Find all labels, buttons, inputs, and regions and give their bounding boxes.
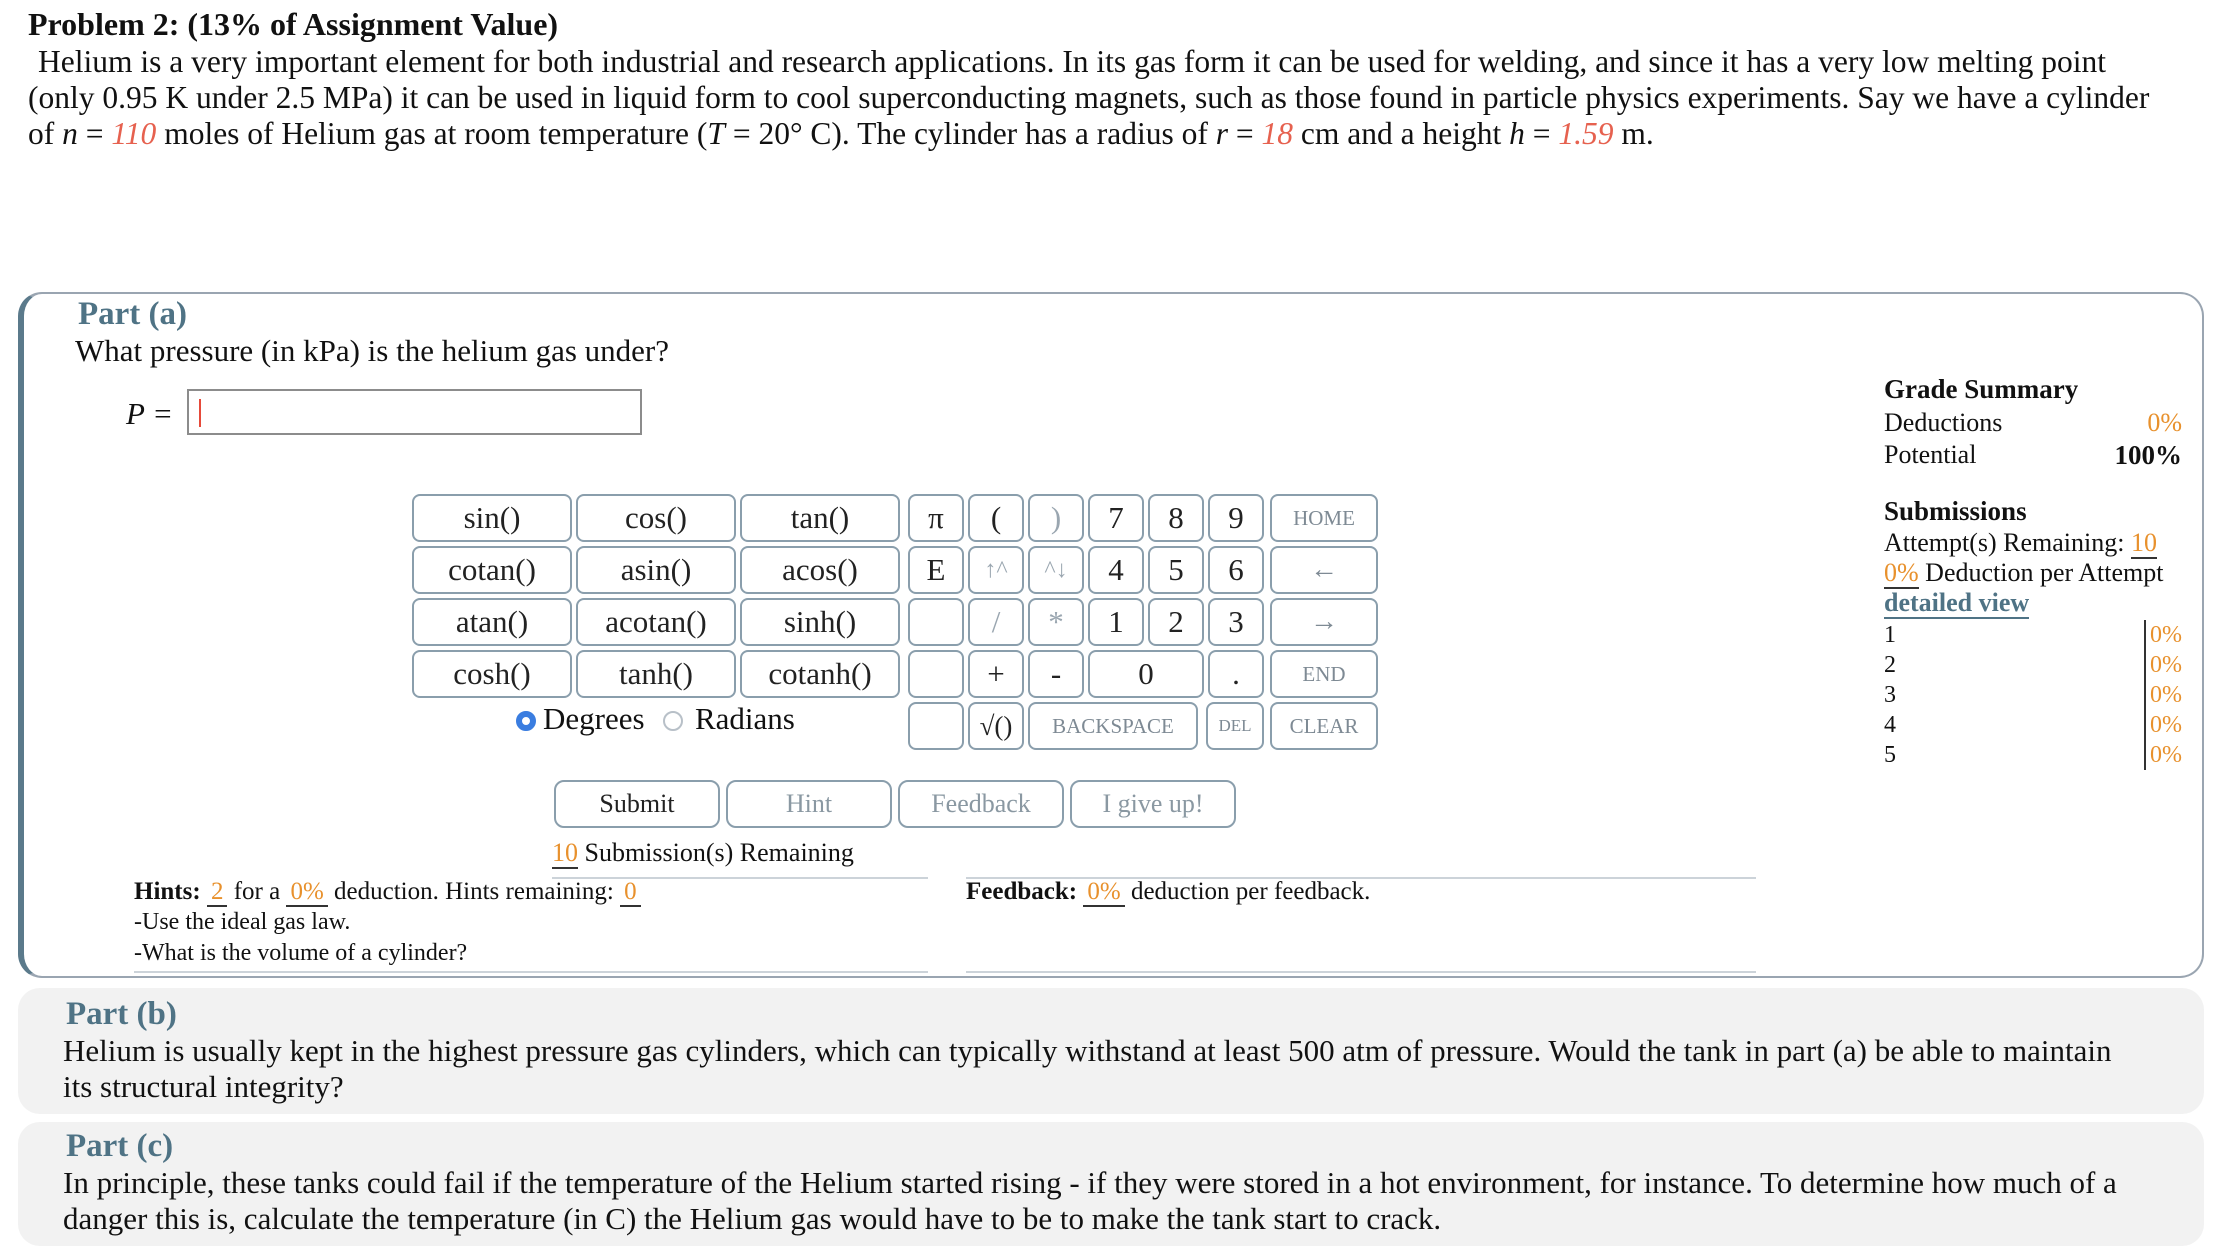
feedback-summary — [966, 878, 1370, 906]
cosh-button[interactable]: cosh() — [412, 650, 572, 698]
hints-deduction: 0% — [286, 878, 327, 907]
hints-summary — [134, 878, 641, 906]
part-b-heading: Part (b) — [66, 996, 177, 1032]
part-a-question: What pressure (in kPa) is the helium gas under? — [75, 333, 669, 368]
acotan-button[interactable]: acotan() — [576, 598, 736, 646]
answer-input[interactable] — [187, 389, 642, 435]
h-value: 1.59 — [1558, 116, 1614, 151]
left-arrow-button[interactable]: ← — [1270, 546, 1378, 594]
attempts-list — [1884, 620, 2182, 770]
grade-summary-title: Grade Summary — [1884, 374, 2079, 404]
attempt-number: 2 — [1884, 652, 1896, 678]
potential-row — [1884, 440, 2182, 472]
deductions-row — [1884, 408, 2182, 440]
attempt-row — [1884, 710, 2182, 740]
right-paren-button[interactable]: ) — [1028, 494, 1084, 542]
divider — [134, 971, 928, 973]
sqrt-button[interactable]: √() — [968, 702, 1024, 750]
attempt-value: 0% — [2144, 620, 2182, 650]
part-c-heading: Part (c) — [66, 1128, 174, 1164]
digit-3-button[interactable]: 3 — [1208, 598, 1264, 646]
problem-statement — [28, 44, 2198, 152]
part-c-line: In principle, these tanks could fail if the temperature of the Helium started rising - if they were stored in a hot environment, for instance. To determine how much of a — [63, 1165, 2117, 1200]
digit-0-button[interactable]: 0 — [1088, 650, 1204, 698]
pi-button[interactable]: π — [908, 494, 964, 542]
e-button[interactable]: E — [908, 546, 964, 594]
problem-line-2: (only 0.95 K under 2.5 MPa) it can be used in liquid form to cool superconducting magnets, such as those found in particle physics experiments. Say we have a cylinder — [28, 80, 2150, 115]
give-up-button[interactable]: I give up! — [1070, 780, 1236, 828]
hint-item: -What is the volume of a cylinder? — [134, 940, 468, 966]
text-cursor — [199, 399, 201, 427]
deductions-label: Deductions — [1884, 408, 2003, 437]
problem-line-3 — [28, 116, 2198, 152]
hints-deduction-text: deduction. Hints remaining: — [327, 878, 621, 905]
per-attempt-label: Deduction per Attempt — [1918, 558, 2164, 587]
text-segment: = 20° C). The cylinder has a radius of — [724, 116, 1216, 151]
r-value: 18 — [1261, 116, 1294, 151]
attempt-number: 3 — [1884, 682, 1896, 708]
per-attempt-value: 0% — [1884, 558, 1919, 587]
hints-for: for a — [227, 878, 287, 905]
attempt-row — [1884, 740, 2182, 770]
cotan-button[interactable]: cotan() — [412, 546, 572, 594]
sin-button[interactable]: sin() — [412, 494, 572, 542]
submissions-count: 10 — [552, 838, 578, 867]
feedback-text: deduction per feedback. — [1124, 878, 1371, 905]
problem-title: Problem 2: (13% of Assignment Value) — [28, 6, 559, 42]
text-segment: = — [1228, 116, 1262, 151]
right-arrow-button[interactable]: → — [1270, 598, 1378, 646]
digit-7-button[interactable]: 7 — [1088, 494, 1144, 542]
decimal-button[interactable]: . — [1208, 650, 1264, 698]
detailed-view-link[interactable]: detailed view — [1884, 588, 2030, 617]
hints-remaining: 0 — [620, 878, 641, 907]
digit-2-button[interactable]: 2 — [1148, 598, 1204, 646]
attempt-number: 5 — [1884, 742, 1896, 768]
radians-label: Radians — [695, 701, 795, 736]
part-b-line: its structural integrity? — [63, 1069, 344, 1104]
asin-button[interactable]: asin() — [576, 546, 736, 594]
attempt-row — [1884, 620, 2182, 650]
attempts-row — [1884, 528, 2182, 558]
submissions-title: Submissions — [1884, 496, 2027, 526]
home-button[interactable]: HOME — [1270, 494, 1378, 542]
cotanh-button[interactable]: cotanh() — [740, 650, 900, 698]
end-button[interactable]: END — [1270, 650, 1378, 698]
sinh-button[interactable]: sinh() — [740, 598, 900, 646]
clear-button[interactable]: CLEAR — [1270, 702, 1378, 750]
divide-button[interactable]: / — [968, 598, 1024, 646]
delete-button[interactable]: DEL — [1206, 702, 1264, 750]
deductions-value: 0% — [2147, 408, 2182, 437]
attempt-value: 0% — [2144, 740, 2182, 770]
plus-button[interactable]: + — [968, 650, 1024, 698]
submissions-remaining — [552, 838, 854, 868]
text-segment: m. — [1613, 116, 1654, 151]
text-segment: = — [1524, 116, 1559, 151]
text-segment: moles of Helium gas at room temperature ( — [156, 116, 708, 151]
multiply-button[interactable]: * — [1028, 598, 1084, 646]
minus-button[interactable]: - — [1028, 650, 1084, 698]
blank-key[interactable] — [908, 702, 964, 750]
hints-count: 2 — [207, 878, 228, 907]
attempt-number: 1 — [1884, 622, 1896, 648]
attempt-row — [1884, 650, 2182, 680]
part-a-heading: Part (a) — [78, 296, 188, 332]
digit-9-button[interactable]: 9 — [1208, 494, 1264, 542]
divider — [966, 971, 1756, 973]
acos-button[interactable]: acos() — [740, 546, 900, 594]
power-up-button[interactable]: ↑^ — [968, 546, 1024, 594]
feedback-deduction: 0% — [1083, 878, 1124, 907]
atan-button[interactable]: atan() — [412, 598, 572, 646]
var-h: h — [1509, 116, 1525, 151]
digit-5-button[interactable]: 5 — [1148, 546, 1204, 594]
attempt-value: 0% — [2144, 650, 2182, 680]
part-b-question — [63, 1033, 2193, 1105]
tanh-button[interactable]: tanh() — [576, 650, 736, 698]
cos-button[interactable]: cos() — [576, 494, 736, 542]
var-r: r — [1215, 116, 1228, 151]
potential-label: Potential — [1884, 440, 1977, 469]
digit-4-button[interactable]: 4 — [1088, 546, 1144, 594]
var-t: T — [707, 116, 725, 151]
blank-key[interactable] — [908, 650, 964, 698]
tan-button[interactable]: tan() — [740, 494, 900, 542]
power-down-button[interactable]: ^↓ — [1028, 546, 1084, 594]
submissions-panel — [1884, 496, 2182, 770]
var-n: n — [62, 116, 78, 151]
n-value: 110 — [111, 116, 157, 151]
attempts-value: 10 — [2130, 528, 2157, 557]
answer-label: P = — [126, 396, 174, 431]
grade-summary — [1884, 374, 2182, 472]
digit-6-button[interactable]: 6 — [1208, 546, 1264, 594]
part-c-line: danger this is, calculate the temperature (in C) the Helium gas would have to be to make the tank start to crack. — [63, 1201, 1442, 1236]
feedback-button[interactable]: Feedback — [898, 780, 1064, 828]
attempt-number: 4 — [1884, 712, 1896, 738]
digit-8-button[interactable]: 8 — [1148, 494, 1204, 542]
backspace-button[interactable]: BACKSPACE — [1028, 702, 1198, 750]
degrees-label: Degrees — [543, 701, 645, 736]
text-segment: of — [28, 116, 63, 151]
attempt-value: 0% — [2144, 710, 2182, 740]
hints-label: Hints: — [134, 878, 201, 905]
problem-line-1: Helium is a very important element for both industrial and research applications. In its gas form it can be used for welding, and since it has a very low melting point — [38, 44, 2106, 79]
radians-radio[interactable] — [663, 711, 683, 731]
submit-button[interactable]: Submit — [554, 780, 720, 828]
attempt-value: 0% — [2144, 680, 2182, 710]
potential-value: 100% — [2114, 440, 2182, 470]
part-c-question — [63, 1165, 2193, 1237]
text-segment: = — [77, 116, 112, 151]
blank-key[interactable] — [908, 598, 964, 646]
attempt-row — [1884, 680, 2182, 710]
hint-button[interactable]: Hint — [726, 780, 892, 828]
digit-1-button[interactable]: 1 — [1088, 598, 1144, 646]
feedback-label: Feedback: — [966, 878, 1078, 905]
submissions-text: Submission(s) Remaining — [578, 838, 854, 867]
hint-item: -Use the ideal gas law. — [134, 909, 351, 935]
attempts-label: Attempt(s) Remaining: — [1884, 528, 2131, 557]
part-b-line: Helium is usually kept in the highest pressure gas cylinders, which can typically withstand at least 500 atm of pressure. Would the tank in part (a) be able to maintain — [63, 1033, 2112, 1068]
left-paren-button[interactable]: ( — [968, 494, 1024, 542]
text-segment: cm and a height — [1293, 116, 1510, 151]
per-attempt-row — [1884, 558, 2182, 588]
degrees-radio[interactable] — [516, 711, 536, 731]
